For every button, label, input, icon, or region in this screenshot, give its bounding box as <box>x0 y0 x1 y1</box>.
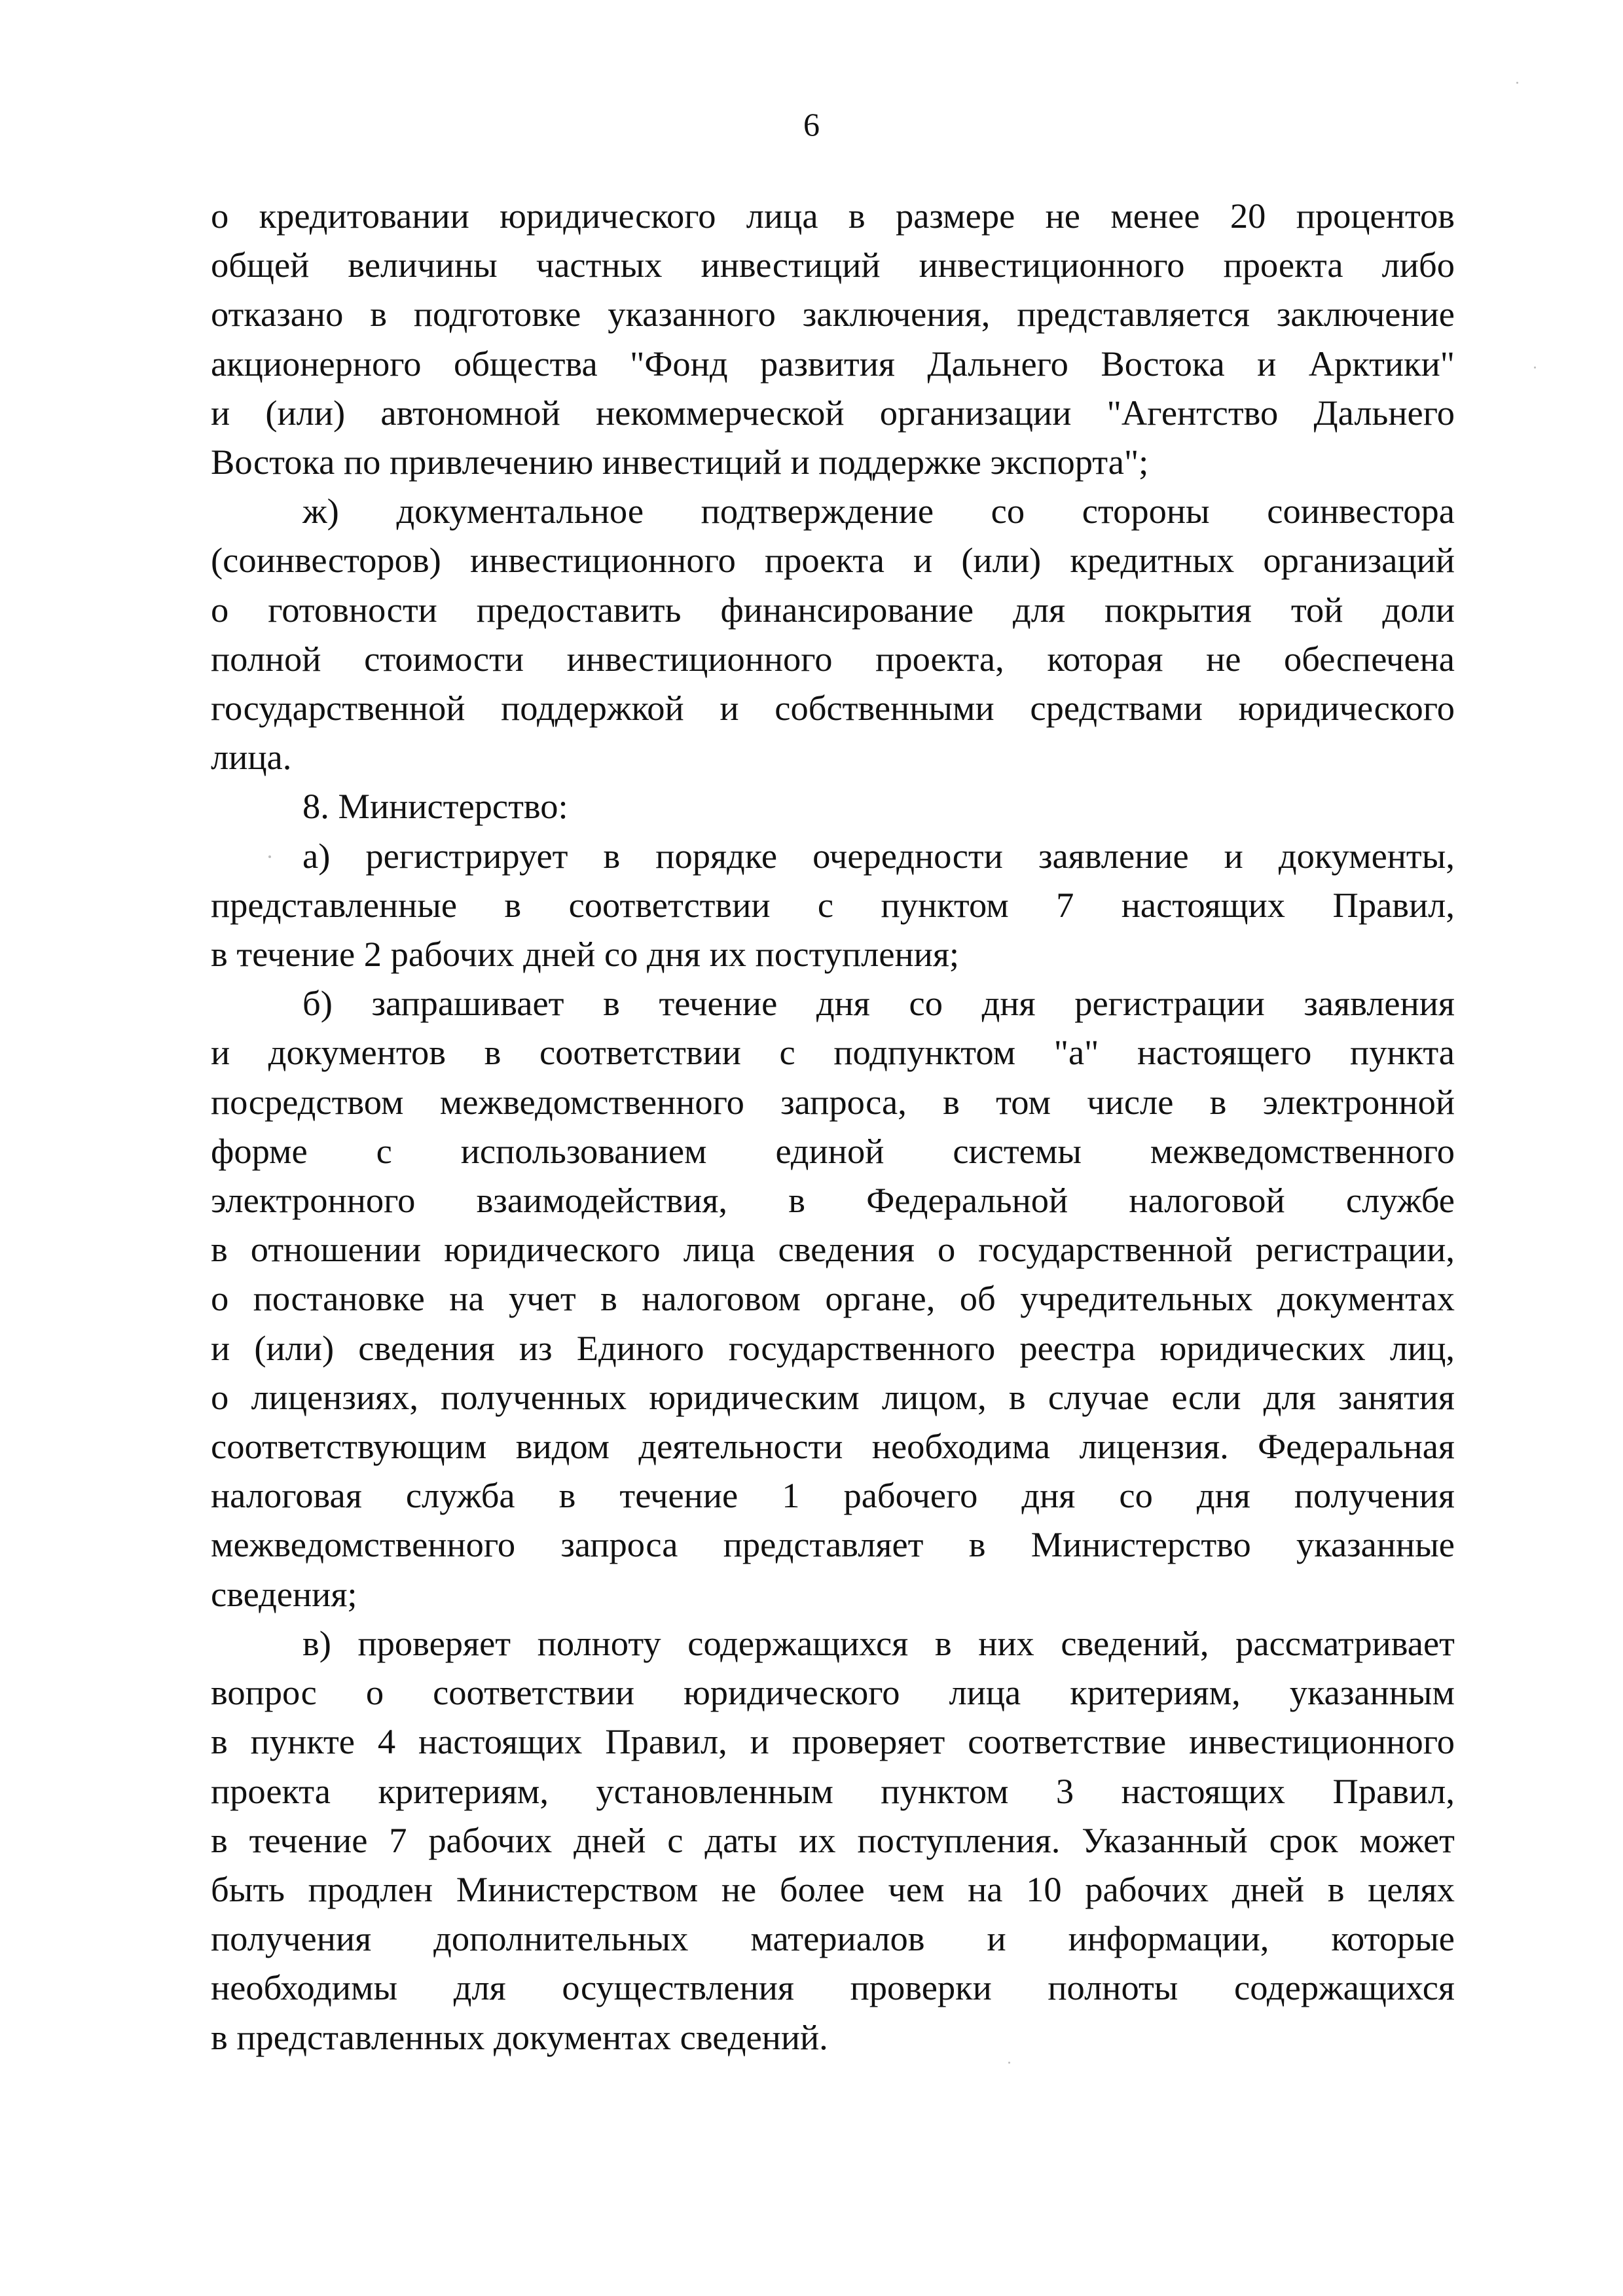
paragraph-section-8 <box>211 781 1455 831</box>
text-line: в представленных документах сведений. <box>211 2017 828 2057</box>
paragraph-item-v <box>211 1619 1455 2062</box>
text-line: быть продлен Министерством не более чем на 10 рабочих дней в целях <box>211 1869 1455 1909</box>
text-line: а) регистрирует в порядке очередности заявление и документы, <box>302 835 1455 876</box>
text-line: о готовности предоставить финансирование для покрытия той доли <box>211 589 1455 630</box>
text-line: сведения; <box>211 1573 357 1614</box>
text-line: получения дополнительных материалов и информации, которые <box>211 1918 1455 1959</box>
page-number: 6 <box>803 106 820 143</box>
text-line: форме с использованием единой системы межведомственного <box>211 1130 1455 1171</box>
scan-speck <box>1516 82 1518 84</box>
text-line: и документов в соответствии с подпунктом "а" настоящего пункта <box>211 1032 1455 1073</box>
text-line: посредством межведомственного запроса, в том числе в электронной <box>211 1081 1455 1122</box>
text-line: о лицензиях, полученных юридическим лицом, в случае если для занятия <box>211 1376 1455 1417</box>
text-line: проекта критериям, установленным пунктом 3 настоящих Правил, <box>211 1770 1455 1811</box>
text-line: и (или) сведения из Единого государственного реестра юридических лиц, <box>211 1327 1455 1368</box>
scan-speck <box>1534 367 1536 368</box>
text-line: налоговая служба в течение 1 рабочего дня со дня получения <box>211 1475 1455 1516</box>
text-line: о кредитовании юридического лица в размере не менее 20 процентов <box>211 196 1455 236</box>
document-body <box>211 191 1455 2062</box>
text-line: в отношении юридического лица сведения о государственной регистрации, <box>211 1229 1455 1270</box>
text-line: в пункте 4 настоящих Правил, и проверяет соответствие инвестиционного <box>211 1721 1455 1762</box>
paragraph-item-zh <box>211 486 1455 781</box>
text-line: (соинвесторов) инвестиционного проекта и (или) кредитных организаций <box>211 540 1455 581</box>
text-line: полной стоимости инвестиционного проекта, которая не обеспечена <box>211 638 1455 679</box>
text-line: и (или) автономной некоммерческой организации "Агентство Дальнего <box>211 392 1455 433</box>
text-line: лица. <box>211 737 292 778</box>
text-line: необходимы для осуществления проверки полноты содержащихся <box>211 1967 1455 2008</box>
text-line: общей величины частных инвестиций инвестиционного проекта либо <box>211 245 1455 285</box>
text-line: соответствующим видом деятельности необходима лицензия. Федеральная <box>211 1426 1455 1467</box>
text-line: 8. Министерство: <box>302 786 568 827</box>
paragraph-continuation <box>211 191 1455 486</box>
scan-speck <box>1008 2062 1010 2064</box>
text-line: государственной поддержкой и собственными средствами юридического <box>211 688 1455 728</box>
text-line: акционерного общества "Фонд развития Дальнего Востока и Арктики" <box>211 343 1455 384</box>
text-line: в течение 2 рабочих дней со дня их поступления; <box>211 934 960 975</box>
text-line: отказано в подготовке указанного заключения, представляется заключение <box>211 294 1455 334</box>
text-line: вопрос о соответствии юридического лица критериям, указанным <box>211 1672 1455 1713</box>
paragraph-item-a <box>211 831 1455 979</box>
scan-speck <box>268 855 271 858</box>
text-line: представленные в соответствии с пунктом 7 настоящих Правил, <box>211 884 1455 925</box>
text-line: межведомственного запроса представляет в Министерство указанные <box>211 1524 1455 1565</box>
text-line: в течение 7 рабочих дней с даты их поступления. Указанный срок может <box>211 1820 1455 1860</box>
text-line: в) проверяет полноту содержащихся в них сведений, рассматривает <box>302 1623 1455 1663</box>
text-line: ж) документальное подтверждение со стороны соинвестора <box>302 491 1455 531</box>
text-line: б) запрашивает в течение дня со дня регистрации заявления <box>302 983 1455 1024</box>
text-line: электронного взаимодействия, в Федеральной налоговой службе <box>211 1180 1455 1221</box>
text-line: Востока по привлечению инвестиций и поддержке экспорта"; <box>211 442 1149 482</box>
paragraph-item-b <box>211 978 1455 1619</box>
text-line: о постановке на учет в налоговом органе, об учредительных документах <box>211 1278 1455 1319</box>
